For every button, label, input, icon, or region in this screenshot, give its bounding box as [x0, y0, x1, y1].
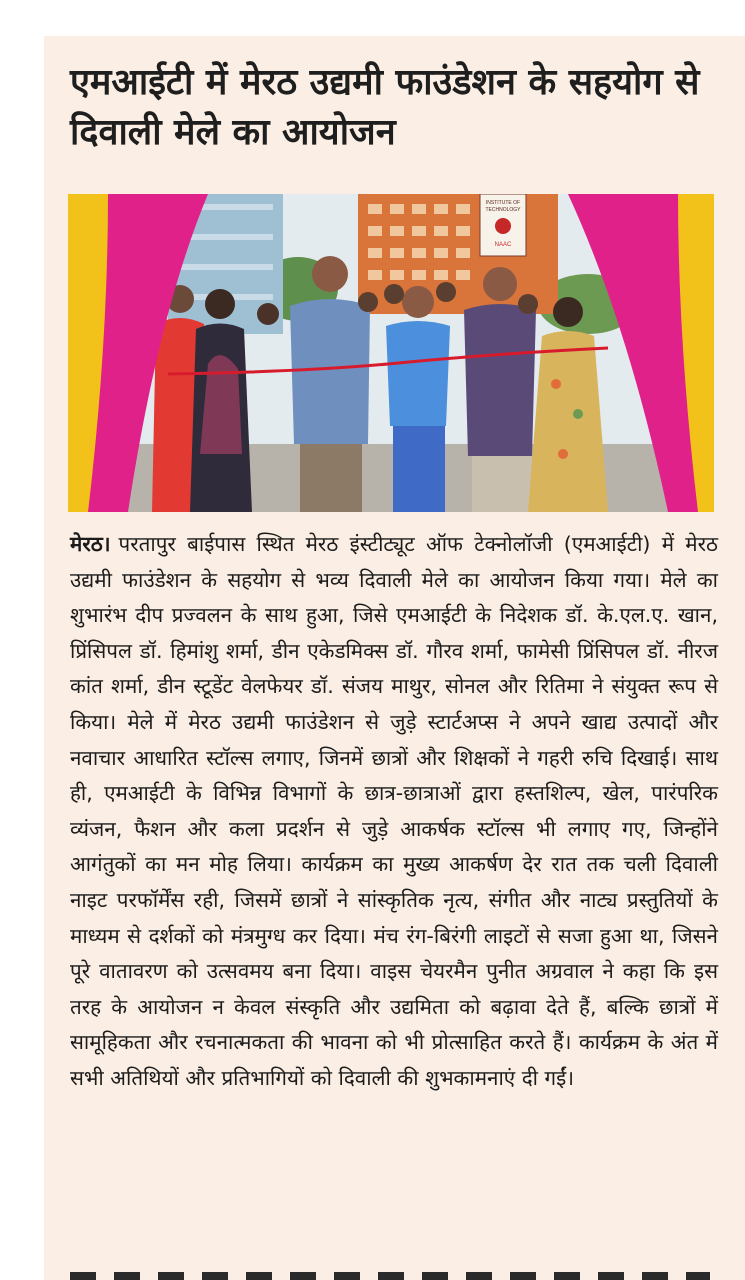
news-photo — [68, 194, 714, 512]
building-sign-line2: TECHNOLOGY — [485, 207, 521, 213]
dateline: मेरठ। — [70, 532, 111, 556]
article-text: परतापुर बाईपास स्थित मेरठ इंस्टीट्यूट ऑफ टेक्नोलॉजी (एमआईटी) में मेरठ उद्यमी फाउंडेशन के सहयोग से भव्य दिवाली मेले का आयोजन किया गया। मेले का शुभारंभ दीप प्रज्वलन के साथ हुआ, जिसे एमआईटी के निदेशक डॉ. के.एल.ए. खान, प्रिंसिपल डॉ. हिमांशु शर्मा, डीन एकेडमिक्स डॉ. गौरव शर्मा, फामेसी प्रिंसिपल डॉ. नीरज कांत शर्मा, डीन स्टूडेंट वेलफेयर डॉ. संजय माथुर, सोनल और रितिमा ने संयुक्त रूप से किया। मेले में मेरठ उद्यमी फाउंडेशन से जुड़े स्टार्टअप्स ने अपने खाद्य उत्पादों और नवाचार आधारित स्टॉल्स लगाए, जिनमें छात्रों और शिक्षकों ने गहरी रुचि दिखाई। साथ ही, एमआईटी के विभिन्न विभागों के छात्र-छात्राओं द्वारा हस्तशिल्प, खेल, पारंपरिक व्यंजन, फैशन और कला प्रदर्शन से जुड़े आकर्षक स्टॉल्स भी लगाए गए, जिन्होंने आगंतुकों का मन मोह लिया। कार्यक्रम का मुख्य आकर्षण देर रात तक चली दिवाली नाइट परफॉर्मेंस रही, जिसमें छात्रों ने सांस्कृतिक नृत्य, संगीत और नाट्य प्रस्तुतियों के माध्यम से दर्शकों को मंत्रमुग्ध कर दिया। मंच रंग-बिरंगी लाइटों से सजा हुआ था, जिसने पूरे वातावरण को उत्सवमय बना दिया। वाइस चेयरमैन पुनीत अग्रवाल ने कहा कि इस तरह के आयोजन न केवल संस्कृति और उद्यमिता को बढ़ावा देते हैं, बल्कि छात्रों में सामूहिकता और रचनात्मकता की भावना को भी प्रोत्साहित करते हैं। कार्यक्रम के अंत में सभी अतिथियों और प्रतिभागियों को दिवाली की शुभकामनाएं दी गईं। — [70, 532, 718, 1090]
building-sign-badge: NAAC — [494, 242, 512, 248]
article-body — [70, 527, 718, 1097]
headline: एमआईटी में मेरठ उद्यमी फाउंडेशन के सहयोग से दिवाली मेले का आयोजन — [70, 62, 700, 153]
building-sign-line1: INSTITUTE OF — [485, 200, 521, 206]
next-headline-fragment — [70, 1272, 710, 1280]
photo-icon — [68, 194, 714, 512]
